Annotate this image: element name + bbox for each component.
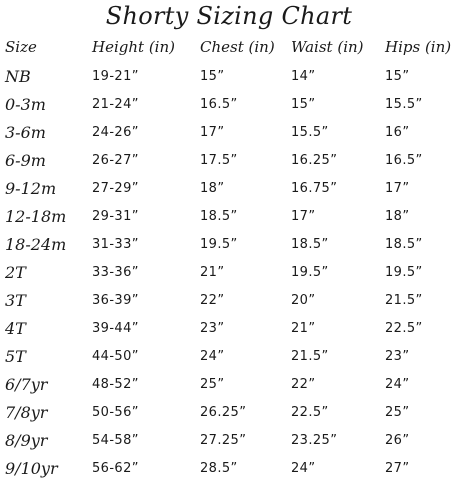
cell-hips: 25”	[385, 404, 410, 420]
header-row	[0, 32, 458, 62]
cell-height: 24-26”	[92, 124, 139, 140]
cell-size: 12-18m	[5, 206, 67, 226]
cell-waist: 22.5”	[291, 404, 329, 420]
cell-hips: 21.5”	[385, 292, 423, 308]
cell-size: 6/7yr	[5, 374, 48, 394]
cell-waist: 16.75”	[291, 180, 338, 196]
table-row	[0, 230, 458, 258]
header-hips: Hips (in)	[385, 38, 452, 56]
cell-chest: 18.5”	[200, 208, 238, 224]
cell-hips: 22.5”	[385, 320, 423, 336]
table-row	[0, 286, 458, 314]
cell-size: 18-24m	[5, 234, 67, 254]
cell-size: 4T	[5, 318, 26, 338]
cell-waist: 14”	[291, 68, 316, 84]
chart-title: Shorty Sizing Chart	[105, 2, 353, 30]
cell-height: 56-62”	[92, 460, 139, 476]
cell-height: 19-21”	[92, 68, 139, 84]
cell-size: 6-9m	[5, 150, 46, 170]
cell-size: 5T	[5, 346, 26, 366]
cell-height: 39-44”	[92, 320, 139, 336]
table-row	[0, 118, 458, 146]
cell-hips: 23”	[385, 348, 410, 364]
cell-hips: 16.5”	[385, 152, 423, 168]
cell-height: 31-33”	[92, 236, 139, 252]
cell-waist: 19.5”	[291, 264, 329, 280]
header-chest: Chest (in)	[200, 38, 275, 56]
cell-chest: 25”	[200, 376, 225, 392]
cell-height: 50-56”	[92, 404, 139, 420]
cell-hips: 24”	[385, 376, 410, 392]
sizing-table	[0, 32, 458, 482]
table-row	[0, 454, 458, 482]
cell-size: 3T	[5, 290, 26, 310]
cell-chest: 21”	[200, 264, 225, 280]
cell-hips: 15.5”	[385, 96, 423, 112]
cell-waist: 18.5”	[291, 236, 329, 252]
cell-height: 26-27”	[92, 152, 139, 168]
cell-chest: 27.25”	[200, 432, 247, 448]
cell-hips: 18.5”	[385, 236, 423, 252]
table-row	[0, 342, 458, 370]
cell-chest: 26.25”	[200, 404, 247, 420]
cell-chest: 17”	[200, 124, 225, 140]
table-row	[0, 314, 458, 342]
cell-height: 54-58”	[92, 432, 139, 448]
cell-size: 3-6m	[5, 122, 46, 142]
cell-height: 36-39”	[92, 292, 139, 308]
cell-hips: 17”	[385, 180, 410, 196]
table-row	[0, 370, 458, 398]
cell-hips: 15”	[385, 68, 410, 84]
cell-chest: 22”	[200, 292, 225, 308]
cell-waist: 24”	[291, 460, 316, 476]
cell-waist: 17”	[291, 208, 316, 224]
table-row	[0, 426, 458, 454]
cell-chest: 24”	[200, 348, 225, 364]
cell-chest: 15”	[200, 68, 225, 84]
table-row	[0, 258, 458, 286]
table-row	[0, 174, 458, 202]
cell-waist: 15.5”	[291, 124, 329, 140]
cell-hips: 27”	[385, 460, 410, 476]
cell-waist: 15”	[291, 96, 316, 112]
cell-waist: 21.5”	[291, 348, 329, 364]
table-row	[0, 62, 458, 90]
table-row	[0, 90, 458, 118]
table-body	[0, 62, 458, 482]
table-row	[0, 202, 458, 230]
cell-hips: 19.5”	[385, 264, 423, 280]
cell-waist: 21”	[291, 320, 316, 336]
cell-size: 7/8yr	[5, 402, 48, 422]
cell-waist: 22”	[291, 376, 316, 392]
cell-hips: 18”	[385, 208, 410, 224]
cell-size: 0-3m	[5, 94, 46, 114]
cell-waist: 16.25”	[291, 152, 338, 168]
cell-height: 27-29”	[92, 180, 139, 196]
cell-height: 29-31”	[92, 208, 139, 224]
table-row	[0, 146, 458, 174]
cell-hips: 16”	[385, 124, 410, 140]
cell-chest: 17.5”	[200, 152, 238, 168]
table-row	[0, 398, 458, 426]
cell-chest: 28.5”	[200, 460, 238, 476]
cell-size: 2T	[5, 262, 26, 282]
cell-size: 9/10yr	[5, 458, 58, 478]
cell-size: 8/9yr	[5, 430, 48, 450]
cell-hips: 26”	[385, 432, 410, 448]
cell-waist: 20”	[291, 292, 316, 308]
cell-height: 44-50”	[92, 348, 139, 364]
header-waist: Waist (in)	[291, 38, 364, 56]
cell-chest: 16.5”	[200, 96, 238, 112]
cell-chest: 19.5”	[200, 236, 238, 252]
cell-size: NB	[5, 66, 31, 86]
cell-chest: 18”	[200, 180, 225, 196]
cell-size: 9-12m	[5, 178, 57, 198]
header-size: Size	[5, 38, 37, 56]
cell-height: 21-24”	[92, 96, 139, 112]
cell-waist: 23.25”	[291, 432, 338, 448]
cell-height: 48-52”	[92, 376, 139, 392]
cell-chest: 23”	[200, 320, 225, 336]
cell-height: 33-36”	[92, 264, 139, 280]
header-height: Height (in)	[92, 38, 175, 56]
